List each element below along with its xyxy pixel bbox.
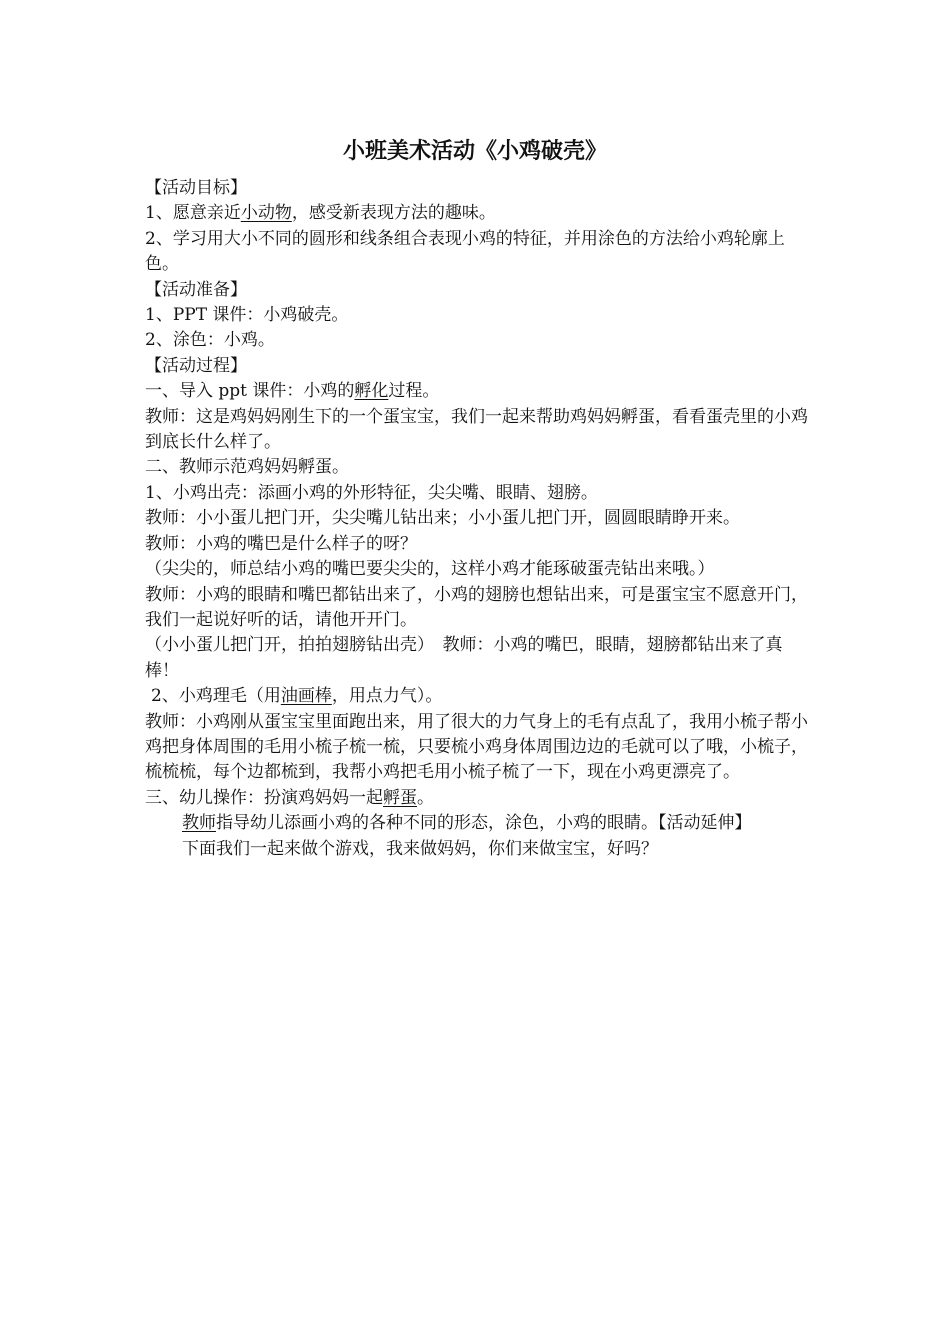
step-2-1: 1、小鸡出壳：添画小鸡的外形特征，尖尖嘴、眼睛、翅膀。 — [145, 482, 598, 503]
step-2-1-teacher-4: （小小蛋儿把门开，拍拍翅膀钻出壳） 教师：小鸡的嘴巴，眼睛，翅膀都钻出来了真棒！ — [145, 635, 783, 681]
step-2-1-teacher-2: 教师：小鸡的嘴巴是什么样子的呀？ — [145, 533, 417, 554]
step-2-1-teacher-3: 教师：小鸡的眼睛和嘴巴都钻出来了，小鸡的翅膀也想钻出来，可是蛋宝宝不愿意开门，我们一起说好听的话，请他开开门。 — [145, 584, 808, 630]
step-2-2-teacher: 教师：小鸡刚从蛋宝宝里面跑出来，用了很大的力气身上的毛有点乱了，我用小梳子帮小鸡把身体周围的毛用小梳子梳一梳，只要梳小鸡身体周围边边的毛就可以了哦，小梳子，梳梳梳，每个边都梳到，我帮小鸡把毛用小梳子梳了一下，现在小鸡更漂亮了。 — [145, 711, 808, 783]
underlined-term: 孵蛋 — [383, 787, 417, 808]
goal-item-1: 1、愿意亲近小动物，感受新表现方法的趣味。 — [145, 203, 496, 224]
underlined-term: 小动物 — [240, 203, 292, 224]
extension-text: 下面我们一起来做个游戏，我来做妈妈，你们来做宝宝，好吗？ — [182, 838, 658, 859]
step-2-2: 2、小鸡理毛（用油画棒，用点力气）。 — [151, 686, 443, 707]
prep-heading: 【活动准备】 — [145, 279, 247, 300]
goal-item-2: 2、学习用大小不同的圆形和线条组合表现小鸡的特征，并用涂色的方法给小鸡轮廓上色。 — [145, 228, 785, 275]
prep-item-1: 1、PPT 课件：小鸡破壳。 — [145, 305, 349, 326]
underlined-term: 孵化 — [354, 381, 389, 402]
underlined-term: 油画棒 — [280, 686, 332, 707]
step-2-1-note: （尖尖的，师总结小鸡的嘴巴要尖尖的，这样小鸡才能琢破蛋壳钻出来哦。） — [145, 559, 715, 580]
step-2: 二、教师示范鸡妈妈孵蛋。 — [145, 457, 349, 478]
step-3: 三、幼儿操作：扮演鸡妈妈一起孵蛋。 — [145, 787, 434, 808]
process-heading: 【活动过程】 — [145, 355, 247, 376]
underlined-term: 教师 — [182, 813, 216, 834]
step-3-teacher: 教师指导幼儿添画小鸡的各种不同的形态，涂色，小鸡的眼睛。【活动延伸】 — [182, 813, 752, 834]
prep-item-2: 2、涂色：小鸡。 — [145, 330, 275, 351]
step-1: 一、导入 ppt 课件：小鸡的孵化过程。 — [145, 381, 440, 402]
step-1-teacher: 教师：这是鸡妈妈刚生下的一个蛋宝宝，我们一起来帮助鸡妈妈孵蛋，看看蛋壳里的小鸡到底长什么样了。 — [145, 406, 808, 453]
step-2-1-teacher-1: 教师：小小蛋儿把门开，尖尖嘴儿钻出来；小小蛋儿把门开，圆圆眼睛睁开来。 — [145, 508, 740, 529]
goal-heading: 【活动目标】 — [145, 178, 247, 198]
document-body — [145, 176, 810, 862]
document-title: 小班美术活动《小鸡破壳》 — [342, 139, 607, 164]
